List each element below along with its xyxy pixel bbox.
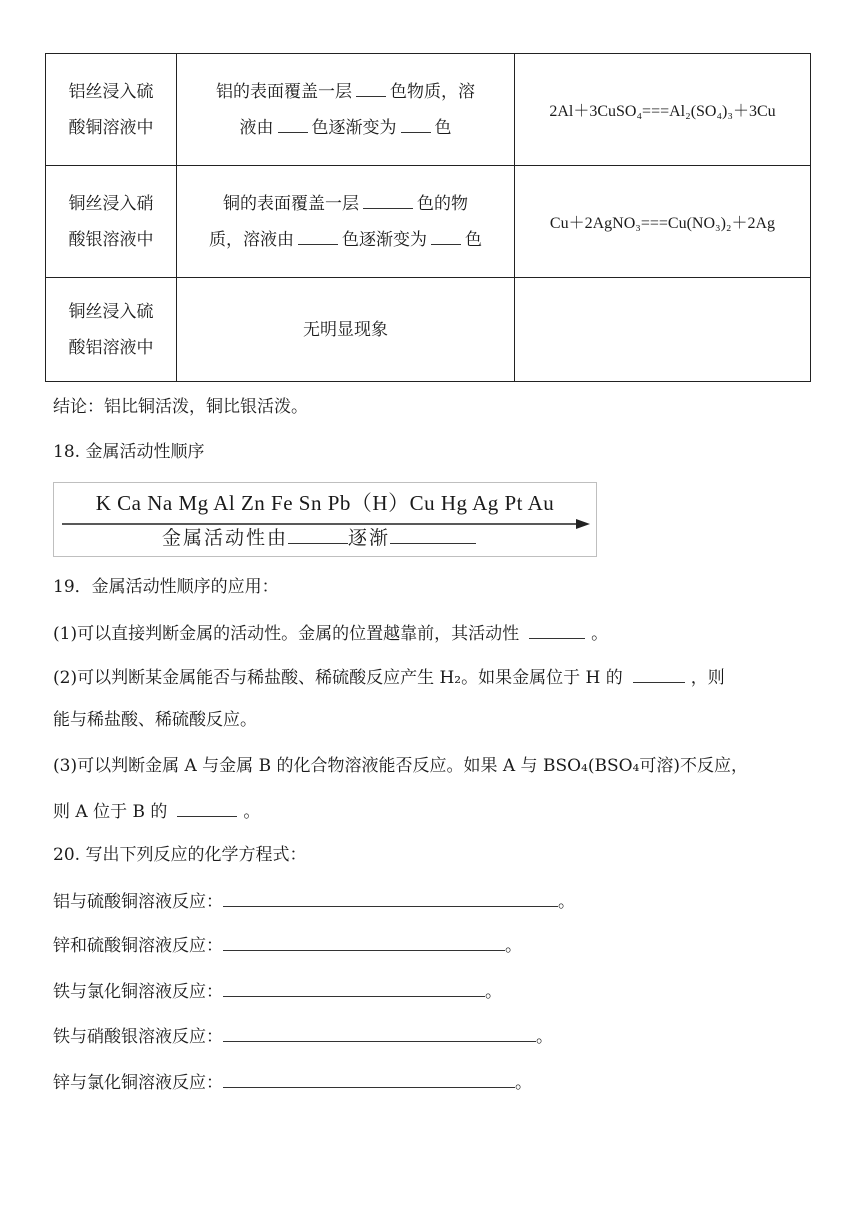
phenomenon-text: 无明显现象 [303,319,388,340]
text: 则 A 位于 B 的 [53,801,168,822]
q20-line [53,888,575,914]
text: 质，溶液由 [209,229,294,250]
text: 。 [505,936,522,956]
experiment-text: 铜丝浸入硫 [68,301,154,322]
fill-blank[interactable] [177,798,237,817]
table-row [46,54,811,166]
activity-series-figure [53,482,597,557]
fill-blank[interactable] [288,523,348,544]
fill-blank[interactable] [529,620,585,639]
fill-blank[interactable] [401,114,431,133]
fill-blank[interactable] [390,523,476,544]
experiment-cell [46,54,177,166]
text: 逐渐 [348,527,391,549]
phenomenon-line [177,222,514,258]
phenomenon-cell [177,54,515,166]
text: 色 [465,229,482,250]
q19-item2b: 能与稀盐酸、稀硫酸反应。 [53,710,257,730]
text: ，则 [690,667,725,688]
text: 。 [536,1027,553,1047]
experiment-table [45,53,811,382]
equation-cell [515,54,811,166]
text: 色 [434,117,452,138]
q20-line [53,978,502,1004]
experiment-text: 酸银溶液中 [68,229,154,250]
equation-text: 2Al＋3CuSO₄===Al₂(SO₄)₃＋3Cu [549,103,776,120]
text: 锌和硫酸铜溶液反应： [53,936,223,956]
fill-blank[interactable] [298,226,338,245]
text: 色物质，溶 [390,81,475,102]
text: 锌与氯化铜溶液反应： [53,1073,223,1093]
text: 色逐渐变为 [311,117,397,138]
q20-line [53,1069,532,1095]
text: 色的物 [417,193,468,214]
q18-title: 18. 金属活动性顺序 [53,442,205,462]
metal-series: K Ca Na Mg Al Zn Fe Sn Pb（H）Cu Hg Ag Pt Au [95,491,555,515]
text: (2)可以判断某金属能否与稀盐酸、稀硫酸反应产生 H₂。如果金属位于 H 的 [53,667,623,688]
table-row [46,278,811,382]
text: 色逐渐变为 [342,229,427,250]
answer-line[interactable] [223,888,558,907]
answer-line[interactable] [223,1023,536,1042]
experiment-text: 铝丝浸入硫 [68,81,154,102]
q19-item3b [53,798,260,824]
q19-title: 19．金属活动性顺序的应用： [53,577,279,597]
phenomenon-line [177,110,514,146]
experiment-text: 酸铝溶液中 [68,337,154,358]
experiment-cell [46,166,177,278]
text: 。 [591,623,609,644]
text: 。 [485,982,502,1002]
phenomenon-line [177,186,514,222]
fill-blank[interactable] [431,226,461,245]
text: 铜的表面覆盖一层 [223,193,359,214]
answer-line[interactable] [223,978,485,997]
experiment-text: 铜丝浸入硝 [68,193,154,214]
text: 。 [243,801,261,822]
text: 铝与硫酸铜溶液反应： [53,892,223,912]
q19-item3: (3)可以判断金属 A 与金属 B 的化合物溶液能否反应。如果 A 与 BSO₄(BSO₄可溶)不反应， [53,756,748,776]
fill-blank[interactable] [356,78,386,97]
q20-title: 20. 写出下列反应的化学方程式： [53,845,307,865]
q19-item2 [53,664,725,690]
text: 液由 [239,117,274,138]
fill-blank[interactable] [363,190,413,209]
text: 。 [515,1073,532,1093]
equation-text: Cu＋2AgNO₃===Cu(NO₃)₂＋2Ag [549,215,776,232]
conclusion: 结论：铝比铜活泼，铜比银活泼。 [53,397,308,417]
fill-blank[interactable] [633,664,685,683]
equation-cell[interactable] [515,278,811,382]
q19-item1 [53,620,608,646]
answer-line[interactable] [223,932,505,951]
q20-line [53,1023,553,1049]
q20-line [53,932,522,958]
answer-line[interactable] [223,1069,515,1088]
experiment-text: 酸铜溶液中 [68,117,154,138]
table-row [46,166,811,278]
text: 铁与氯化铜溶液反应： [53,982,223,1002]
phenomenon-cell [177,278,515,382]
equation-cell [515,166,811,278]
text: 铁与硝酸银溶液反应： [53,1027,223,1047]
phenomenon-cell [177,166,515,278]
text: 。 [558,892,575,912]
phenomenon-line [177,74,514,110]
experiment-cell [46,278,177,382]
text: 铝的表面覆盖一层 [216,81,352,102]
arrow-label [162,523,476,550]
text: (1)可以直接判断金属的活动性。金属的位置越靠前，其活动性 [53,623,520,644]
text: 金属活动性由 [162,527,289,549]
fill-blank[interactable] [278,114,308,133]
